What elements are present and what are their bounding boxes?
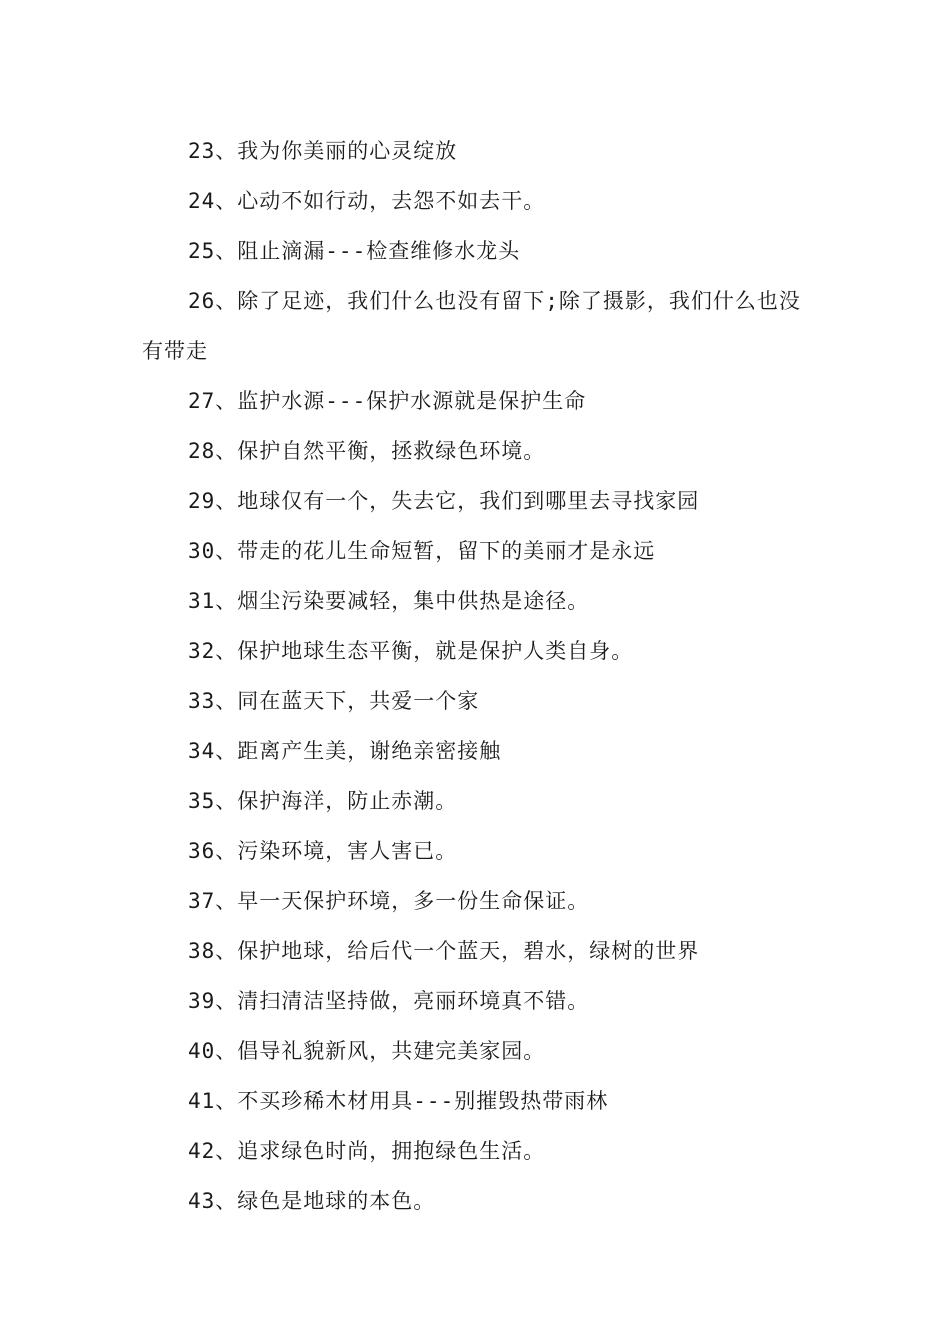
list-item: 40、倡导礼貌新风，共建完美家园。 <box>188 1039 546 1063</box>
list-item: 31、烟尘污染要减轻，集中供热是途径。 <box>188 589 590 613</box>
list-item: 33、同在蓝天下，共爱一个家 <box>188 689 480 713</box>
list-item: 26、除了足迹，我们什么也没有留下;除了摄影，我们什么也没 <box>188 289 801 313</box>
list-item: 24、心动不如行动，去怨不如去干。 <box>188 189 546 213</box>
list-item: 29、地球仅有一个，失去它，我们到哪里去寻找家园 <box>188 489 700 513</box>
list-item: 42、追求绿色时尚，拥抱绿色生活。 <box>188 1139 546 1163</box>
list-item: 37、早一天保护环境，多一份生命保证。 <box>188 889 590 913</box>
list-item: 32、保护地球生态平衡，就是保护人类自身。 <box>188 639 634 663</box>
list-item: 35、保护海洋，防止赤潮。 <box>188 789 458 813</box>
list-item: 25、阻止滴漏---检查维修水龙头 <box>188 239 521 263</box>
list-item: 41、不买珍稀木材用具---别摧毁热带雨林 <box>188 1089 609 1113</box>
list-item: 23、我为你美丽的心灵绽放 <box>188 139 458 163</box>
list-item: 36、污染环境，害人害已。 <box>188 839 458 863</box>
list-item: 27、监护水源---保护水源就是保护生命 <box>188 389 587 413</box>
list-item: 38、保护地球，给后代一个蓝天，碧水，绿树的世界 <box>188 939 700 963</box>
list-item: 43、绿色是地球的本色。 <box>188 1189 436 1213</box>
list-item: 39、清扫清洁坚持做，亮丽环境真不错。 <box>188 989 590 1013</box>
list-item-continuation: 有带走 <box>142 339 208 363</box>
list-item: 28、保护自然平衡，拯救绿色环境。 <box>188 439 546 463</box>
slogan-list <box>142 126 812 1226</box>
list-item: 34、距离产生美，谢绝亲密接触 <box>188 739 502 763</box>
list-item: 30、带走的花儿生命短暂，留下的美丽才是永远 <box>188 539 656 563</box>
